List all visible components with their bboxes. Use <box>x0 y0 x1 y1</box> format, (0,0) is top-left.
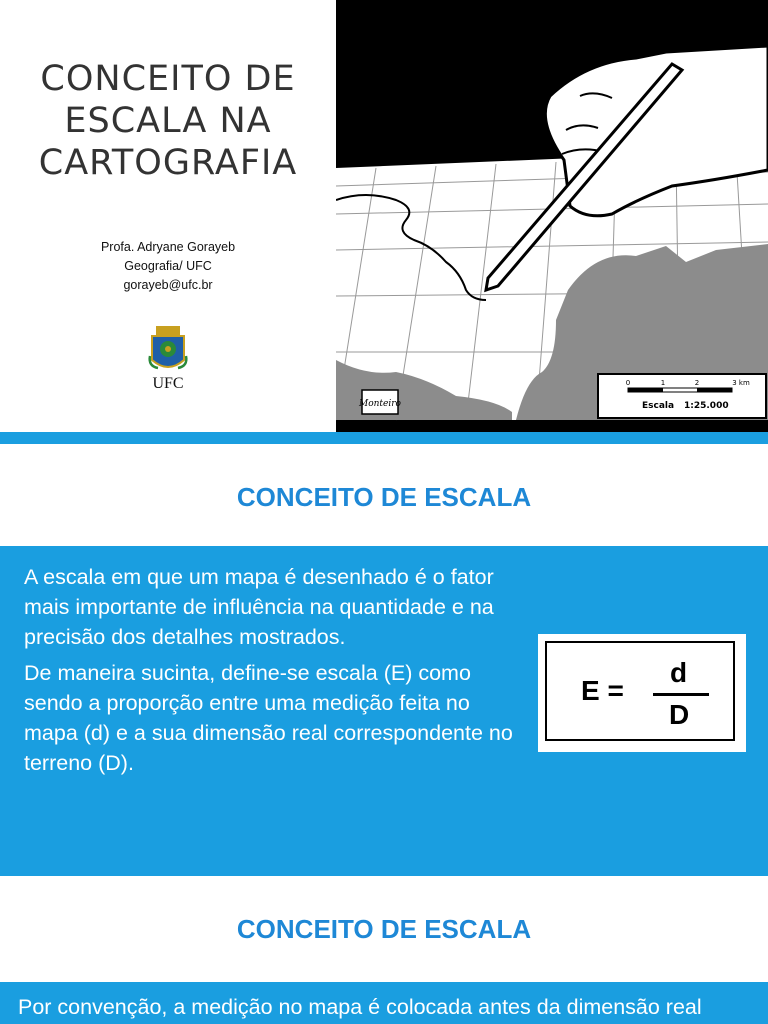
map-drawing-illustration <box>336 0 768 432</box>
scale-tick-1: 1 <box>660 379 666 387</box>
author-email: gorayeb@ufc.br <box>123 278 213 292</box>
scale-label: Escala <box>642 401 675 411</box>
content-text <box>24 562 524 784</box>
scale-tick-0: 0 <box>625 379 631 387</box>
paragraph-1: Por convenção, a medição no mapa é colocada antes da dimensão real <box>18 995 702 1019</box>
ufc-logo <box>146 322 190 392</box>
author-name: Profa. Adryane Gorayeb <box>100 240 236 254</box>
logo-text: UFC <box>152 375 184 392</box>
scale-ratio: 1:25.000 <box>684 401 729 411</box>
formula-denominator: D <box>669 699 690 730</box>
formula-lhs: E = <box>581 675 624 706</box>
slide-heading: CONCEITO DE ESCALA <box>236 914 532 944</box>
concept-slide-2 <box>0 876 768 982</box>
paragraph-2: De maneira sucinta, define-se escala (E) como sendo a proporção entre uma medição feita no mapa (d) e a sua dimensão real correspondente no terreno (D). <box>24 661 513 775</box>
formula-numerator: d <box>670 657 688 688</box>
scale-tick-3: 3 km <box>732 379 750 387</box>
scale-formula <box>538 634 746 752</box>
slide-divider <box>0 432 768 444</box>
content-panel <box>0 546 768 864</box>
slide-divider <box>0 864 768 876</box>
scale-tick-2: 2 <box>694 379 700 387</box>
slide-heading: CONCEITO DE ESCALA <box>236 482 532 512</box>
author-department: Geografia/ UFC <box>124 259 212 273</box>
paragraph-1: A escala em que um mapa é desenhado é o fator mais importante de influência na quantidade e na precisão dos detalhes mostrados. <box>24 565 494 649</box>
author-block <box>0 238 336 295</box>
fraction-bar <box>653 693 709 696</box>
title-slide <box>0 0 768 432</box>
slide-title: CONCEITO DE ESCALA NA CARTOGRAFIA <box>38 59 298 183</box>
content-panel <box>0 982 768 1024</box>
map-signature: Monteiro <box>359 399 401 409</box>
